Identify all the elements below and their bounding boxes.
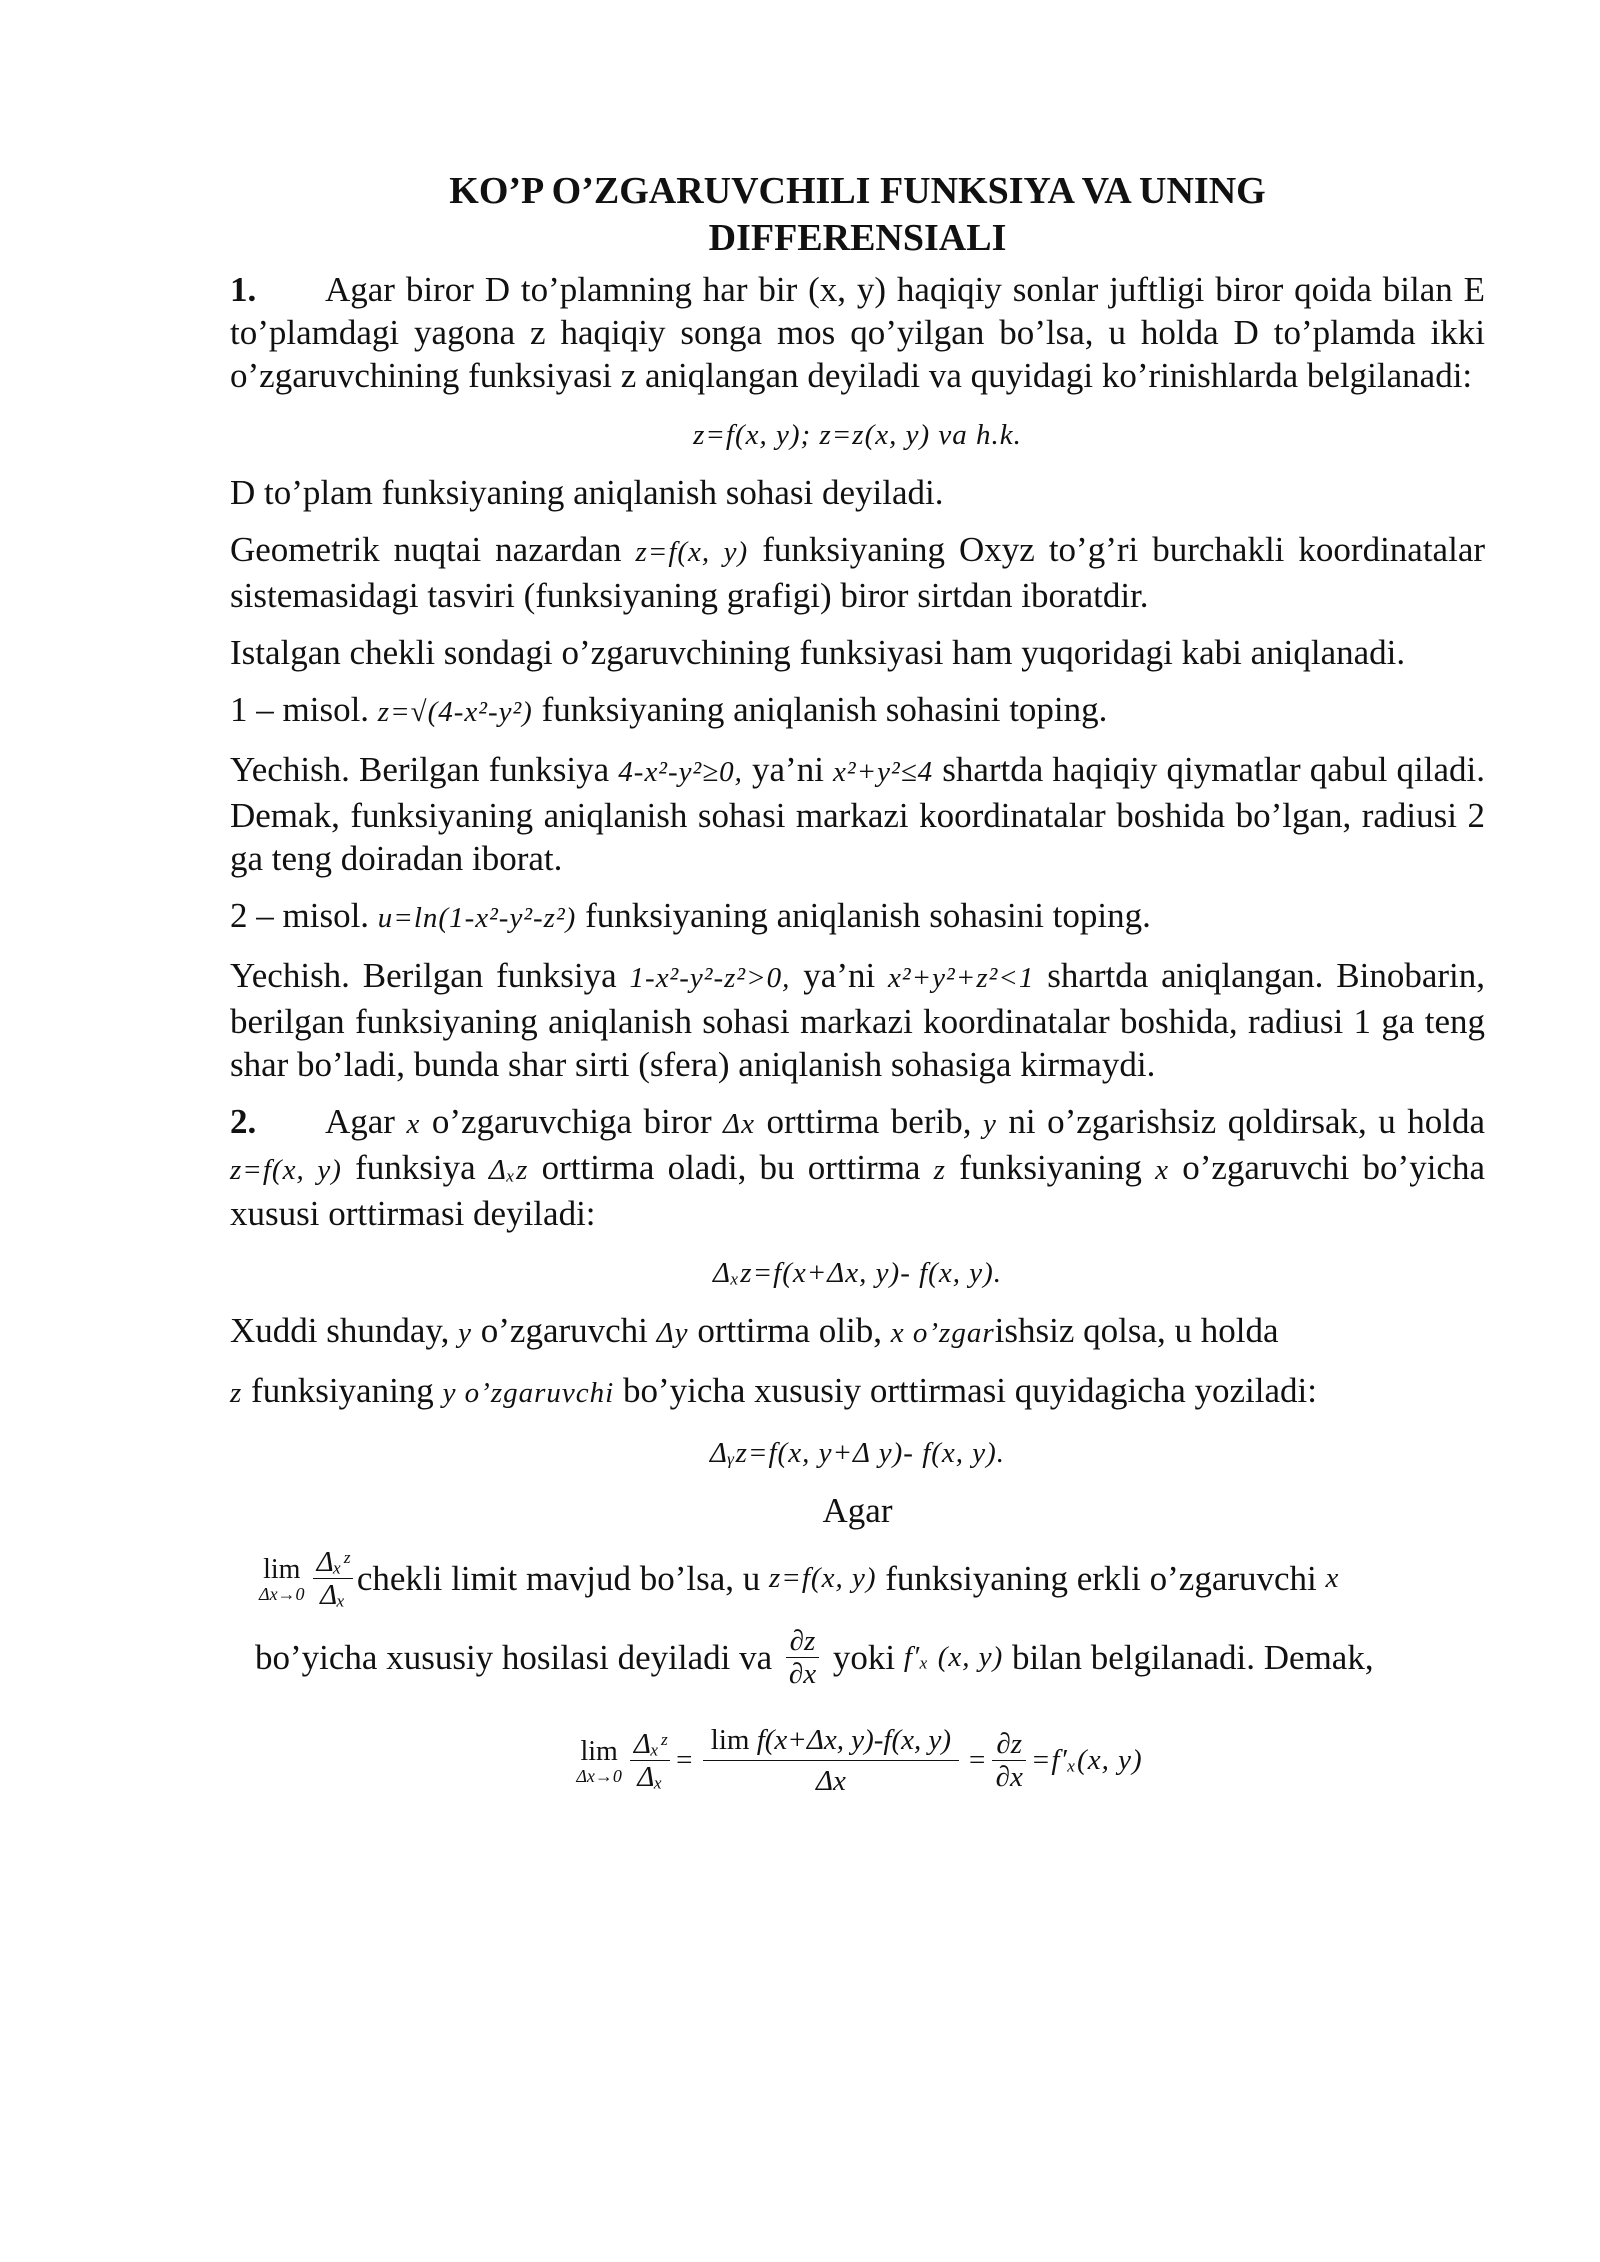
math-inline: y bbox=[458, 1317, 473, 1349]
page-title bbox=[230, 168, 1485, 262]
text-run: bilan belgilanadi. Demak, bbox=[1012, 1638, 1374, 1677]
agar-line: Agar bbox=[822, 1491, 893, 1530]
math-inline: z bbox=[230, 1377, 243, 1409]
document-body bbox=[230, 168, 1485, 1801]
text-run: Agar bbox=[325, 1102, 395, 1141]
equation-text: z=f(x, y); z=z(x, y) va h.k. bbox=[693, 419, 1022, 451]
math-inline: x²+y²≤4 bbox=[833, 756, 934, 788]
y-increment-paragraph bbox=[230, 1369, 1485, 1415]
equation-partial-y bbox=[230, 1429, 1485, 1475]
text-run: funksiyaning aniqlanish sohasini toping. bbox=[541, 690, 1108, 729]
text-run: Yechish. Berilgan funksiya bbox=[230, 956, 617, 995]
text-run: yoki bbox=[832, 1638, 896, 1677]
domain-paragraph: D to’plam funksiyaning aniqlanish sohasi deyiladi. bbox=[230, 473, 944, 512]
text-run: orttirma olib, bbox=[697, 1311, 883, 1350]
limit-numerator bbox=[703, 1720, 959, 1761]
limit-operator bbox=[259, 1555, 305, 1603]
title-line-1: KO’P O’ZGARUVCHILI FUNKSIYA VA UNING bbox=[449, 170, 1266, 212]
lim-subscript: Δx→0 bbox=[259, 1583, 305, 1604]
numerator-expression: f(x+Δx, y)-f(x, y) bbox=[756, 1724, 952, 1756]
section-2-paragraph bbox=[230, 1100, 1485, 1235]
example-1-solution bbox=[230, 748, 1485, 880]
math-inline: y bbox=[982, 1108, 997, 1140]
math-inline: z=f(x, y) bbox=[635, 536, 749, 568]
example-2-statement bbox=[230, 894, 1485, 940]
denominator: Δx bbox=[815, 1765, 846, 1797]
geometric-paragraph bbox=[230, 528, 1485, 617]
math-inline: x²+y²+z²<1 bbox=[888, 962, 1035, 994]
math-inline: z=√(4-x²-y²) bbox=[377, 696, 533, 728]
limit-fraction bbox=[703, 1720, 959, 1801]
math-inline: x bbox=[406, 1108, 421, 1140]
example-1-statement bbox=[230, 688, 1485, 734]
denominator: ∂x bbox=[788, 1658, 817, 1690]
text-run: bo’yicha xususiy orttirmasi quyidagicha yoziladi: bbox=[622, 1371, 1317, 1410]
math-inline: x o’zgar bbox=[890, 1317, 995, 1349]
fraction bbox=[630, 1728, 670, 1793]
derivative-line bbox=[230, 1625, 1485, 1690]
text-run: funksiyaning bbox=[959, 1148, 1142, 1187]
lim-subscript: Δx→0 bbox=[576, 1765, 622, 1786]
lim-word: lim bbox=[263, 1553, 301, 1585]
text-run: o’zgaruvchi bo’yicha xususi orttirmasi deyiladi: bbox=[230, 1148, 1486, 1233]
math-inline: Δx bbox=[723, 1108, 756, 1140]
example-label: 2 – misol. bbox=[230, 896, 370, 935]
equals-sign: = bbox=[967, 1744, 988, 1776]
limit-line bbox=[230, 1546, 1485, 1611]
lim-word: lim bbox=[580, 1735, 618, 1767]
example-label: 1 – misol. bbox=[230, 690, 370, 729]
math-inline: z=f(x, y) bbox=[230, 1154, 342, 1186]
denominator: Δₓ bbox=[637, 1761, 663, 1793]
text-run: funksiyaning erkli o’zgaruvchi bbox=[885, 1559, 1317, 1598]
text-run: Geometrik nuqtai nazardan bbox=[230, 530, 622, 569]
math-inline: Δy bbox=[656, 1317, 689, 1349]
text-run: shartda haqiqiy qiymatlar qabul qiladi. Demak, funksiyaning aniqlanish sohasi markazi koordinatalar boshida bo’lgan, radiusi 2 ga teng doiradan iborat. bbox=[230, 750, 1485, 878]
text-run: orttirma berib, bbox=[766, 1102, 972, 1141]
equation-text: Δᵧz=f(x, y+Δ y)- f(x, y). bbox=[709, 1437, 1006, 1469]
math-inline: 4-x²-y²≥0, bbox=[618, 756, 743, 788]
limit-operator bbox=[576, 1737, 622, 1785]
text-run: ishsiz qolsa, u holda bbox=[994, 1311, 1279, 1350]
math-inline: x bbox=[1155, 1154, 1170, 1186]
similarly-paragraph bbox=[230, 1309, 1485, 1355]
text-run: funksiyaning Oxyz to’g’ri burchakli koordinatalar sistemasidagi tasviri (funksiyaning grafigi) biror sirtdan iboratdir. bbox=[230, 530, 1486, 615]
text-run: chekli limit mavjud bo’lsa, u bbox=[356, 1559, 761, 1598]
numerator: Δₓᶻ bbox=[630, 1728, 670, 1761]
text-run: ni o’zgarishsiz qoldirsak, u holda bbox=[1008, 1102, 1486, 1141]
text-run: shartda aniqlangan. Binobarin, berilgan funksiyaning aniqlanish sohasi markazi koordinatalar boshida, radiusi 1 ga teng shar bo’ladi, bunda shar sirti (sfera) aniqlanish sohasiga kirmaydi. bbox=[230, 956, 1486, 1084]
text-run: bo’yicha xususiy hosilasi deyiladi va bbox=[255, 1638, 773, 1677]
equation-partial-x bbox=[230, 1249, 1485, 1295]
math-inline: f′ₓ (x, y) bbox=[903, 1641, 1004, 1673]
denominator: Δₓ bbox=[320, 1579, 346, 1611]
section-number: 1. bbox=[230, 270, 257, 309]
text-run: Xuddi shunday, bbox=[230, 1311, 450, 1350]
math-inline: u=ln(1-x²-y²-z²) bbox=[377, 902, 577, 934]
fraction bbox=[313, 1546, 353, 1611]
math-inline: x bbox=[1325, 1562, 1340, 1594]
text-run: funksiyaning bbox=[251, 1371, 434, 1410]
section-1-paragraph bbox=[230, 268, 1485, 397]
any-variables-paragraph: Istalgan chekli sondagi o’zgaruvchining funksiyasi ham yuqoridagi kabi aniqlanadi. bbox=[230, 633, 1406, 672]
example-2-solution bbox=[230, 954, 1485, 1086]
math-inline: 1-x²-y²-z²>0, bbox=[629, 962, 791, 994]
text-run: o’zgaruvchiga biror bbox=[431, 1102, 712, 1141]
math-inline: z bbox=[933, 1154, 946, 1186]
numerator: ∂z bbox=[786, 1625, 820, 1658]
result-expression: =f′ₓ(x, y) bbox=[1030, 1744, 1143, 1776]
partial-fraction bbox=[785, 1625, 820, 1690]
equals-sign: = bbox=[674, 1744, 695, 1776]
text-run: orttirma oladi, bu orttirma bbox=[541, 1148, 921, 1187]
equation-definition bbox=[230, 411, 1485, 457]
text-run: ya’ni bbox=[803, 956, 876, 995]
numerator: Δₓᶻ bbox=[313, 1546, 353, 1579]
text-run: Yechish. Berilgan funksiya bbox=[230, 750, 610, 789]
partial-derivative-formula bbox=[230, 1720, 1485, 1801]
text-run: funksiya bbox=[355, 1148, 476, 1187]
math-inline: y o’zgaruvchi bbox=[442, 1377, 615, 1409]
math-inline: Δₓz bbox=[488, 1154, 529, 1186]
text-run: funksiyaning aniqlanish sohasini toping. bbox=[585, 896, 1151, 935]
math-inline: z=f(x, y) bbox=[769, 1562, 877, 1594]
denominator: ∂x bbox=[995, 1761, 1023, 1793]
partial-fraction bbox=[992, 1728, 1027, 1793]
section-number: 2. bbox=[230, 1102, 257, 1141]
numerator: ∂z bbox=[992, 1728, 1026, 1761]
text-run: ya’ni bbox=[752, 750, 824, 789]
text-run: o’zgaruvchi bbox=[480, 1311, 648, 1350]
title-line-2: DIFFERENSIALI bbox=[708, 217, 1007, 259]
equation-text: Δₓz=f(x+Δx, y)- f(x, y). bbox=[713, 1257, 1002, 1289]
section-1-text: Agar biror D to’plamning har bir (x, y) haqiqiy sonlar juftligi biror qoida bilan E to’plamdagi yagona z haqiqiy songa mos qo’yilgan bo’lsa, u holda D to’plamda ikki o’zgaruvchining funksiyasi z aniqlangan deyiladi va quyidagi ko’rinishlarda belgilanadi: bbox=[230, 270, 1485, 395]
lim-word: lim bbox=[710, 1724, 750, 1756]
